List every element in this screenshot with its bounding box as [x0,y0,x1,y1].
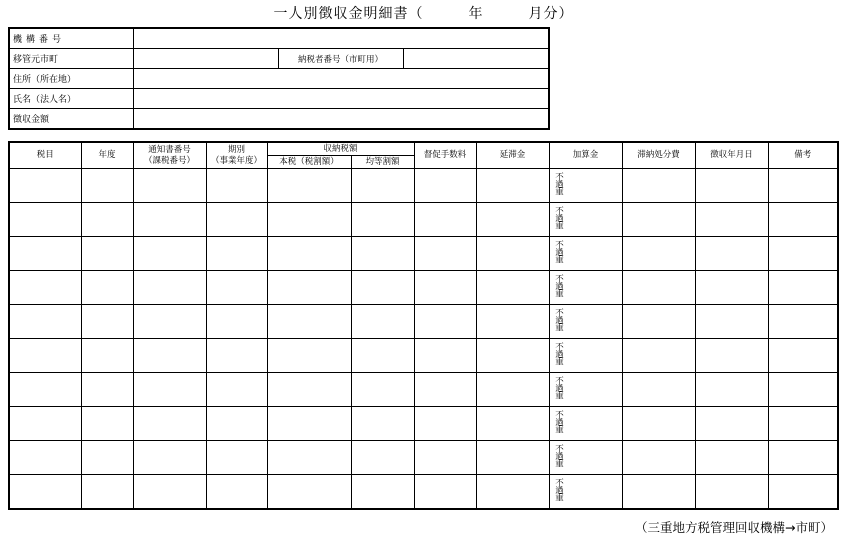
not-overweight-marker: 不過重 [553,308,564,331]
additional-tax-cell[interactable] [549,339,622,373]
table-cell[interactable] [133,305,206,339]
taxpayer-info-table [8,27,550,130]
table-cell[interactable] [476,305,549,339]
table-cell[interactable] [476,271,549,305]
table-cell[interactable] [81,407,133,441]
table-cell[interactable] [768,373,838,407]
table-cell[interactable] [768,169,838,203]
table-cell[interactable] [206,339,267,373]
table-cell[interactable] [476,203,549,237]
table-cell[interactable] [81,339,133,373]
additional-tax-cell[interactable] [549,203,622,237]
not-overweight-marker: 不過重 [553,206,564,229]
info-row-name [9,89,549,109]
address-value[interactable] [133,69,549,89]
table-cell[interactable] [695,271,768,305]
table-cell[interactable] [206,237,267,271]
table-cell[interactable] [351,373,414,407]
table-row [9,373,838,407]
table-cell[interactable] [267,237,351,271]
table-cell[interactable] [351,407,414,441]
table-cell[interactable] [351,339,414,373]
header-period [206,142,267,169]
table-cell[interactable] [768,203,838,237]
additional-tax-cell[interactable] [549,475,622,510]
additional-tax-cell[interactable] [549,407,622,441]
table-cell[interactable] [622,373,695,407]
additional-tax-cell[interactable] [549,373,622,407]
table-cell[interactable] [206,305,267,339]
header-tax-item: 税目 [9,142,81,169]
table-cell[interactable] [695,305,768,339]
table-cell[interactable] [9,441,81,475]
table-cell[interactable] [267,305,351,339]
table-cell[interactable] [133,373,206,407]
table-row [9,475,838,510]
taxpayer-number-label: 納税者番号（市町用） [278,49,403,69]
table-cell[interactable] [267,169,351,203]
not-overweight-marker: 不過重 [553,274,564,297]
table-cell[interactable] [206,373,267,407]
table-cell[interactable] [133,169,206,203]
table-cell[interactable] [81,237,133,271]
table-cell[interactable] [351,441,414,475]
table-cell[interactable] [9,203,81,237]
header-dunning-fee: 督促手数料 [414,142,476,169]
table-cell[interactable] [622,203,695,237]
info-row-agency-number [9,28,549,49]
table-cell[interactable] [351,305,414,339]
table-cell[interactable] [695,407,768,441]
collection-amount-value[interactable] [133,109,549,130]
table-cell[interactable] [81,441,133,475]
table-cell[interactable] [622,339,695,373]
info-row-address [9,69,549,89]
table-cell[interactable] [351,237,414,271]
table-cell[interactable] [695,169,768,203]
table-cell[interactable] [768,237,838,271]
table-cell[interactable] [9,271,81,305]
header-notice-number-line1: 通知書番号 [148,144,191,155]
detail-table [8,141,839,510]
not-overweight-marker: 不過重 [553,410,564,433]
table-cell[interactable] [81,169,133,203]
table-cell[interactable] [9,339,81,373]
additional-tax-cell[interactable] [549,441,622,475]
additional-tax-cell[interactable] [549,271,622,305]
table-row [9,169,838,203]
table-cell[interactable] [81,271,133,305]
table-cell[interactable] [768,407,838,441]
not-overweight-marker: 不過重 [553,376,564,399]
table-row [9,237,838,271]
header-notice-number [133,142,206,169]
table-cell[interactable] [267,373,351,407]
table-cell[interactable] [695,475,768,510]
table-cell[interactable] [414,237,476,271]
table-cell[interactable] [206,475,267,510]
agency-number-value[interactable] [133,28,549,49]
table-cell[interactable] [267,441,351,475]
detail-body [9,169,838,510]
table-cell[interactable] [622,237,695,271]
header-additional-tax: 加算金 [549,142,622,169]
table-cell[interactable] [351,169,414,203]
table-cell[interactable] [622,407,695,441]
info-row-amount [9,109,549,130]
table-row [9,203,838,237]
table-cell[interactable] [267,475,351,510]
table-cell[interactable] [768,339,838,373]
table-cell[interactable] [81,305,133,339]
header-year: 年度 [81,142,133,169]
table-cell[interactable] [622,305,695,339]
table-row [9,271,838,305]
header-per-capita: 均等割額 [351,156,414,169]
table-cell[interactable] [414,407,476,441]
table-cell[interactable] [476,441,549,475]
table-cell[interactable] [414,475,476,510]
table-row [9,441,838,475]
table-cell[interactable] [768,305,838,339]
table-cell[interactable] [414,169,476,203]
table-cell[interactable] [206,407,267,441]
table-cell[interactable] [267,271,351,305]
not-overweight-marker: 不過重 [553,342,564,365]
table-cell[interactable] [267,339,351,373]
header-period-line1: 期別 [227,144,245,155]
table-cell[interactable] [622,475,695,510]
header-remarks: 備考 [768,142,838,169]
agency-number-label: 機構番号 [9,28,133,49]
table-cell[interactable] [768,441,838,475]
header-notice-number-line2: （課税番号） [143,155,195,166]
header-principal-tax: 本税（税割額） [267,156,351,169]
table-row [9,305,838,339]
routing-note: （三重地方税管理回収機構→市町） [635,520,833,535]
additional-tax-cell[interactable] [549,237,622,271]
table-cell[interactable] [414,271,476,305]
table-cell[interactable] [206,271,267,305]
document-title: 一人別徴収金明細書（ 年 月分） [273,6,574,22]
table-cell[interactable] [9,373,81,407]
table-cell[interactable] [695,339,768,373]
table-cell[interactable] [9,169,81,203]
table-cell[interactable] [133,441,206,475]
table-cell[interactable] [476,237,549,271]
table-cell[interactable] [9,237,81,271]
table-cell[interactable] [9,407,81,441]
table-cell[interactable] [81,475,133,510]
table-cell[interactable] [476,475,549,510]
table-cell[interactable] [9,475,81,510]
table-cell[interactable] [267,203,351,237]
table-cell[interactable] [695,373,768,407]
table-row [9,339,838,373]
table-cell[interactable] [768,475,838,510]
name-value[interactable] [133,89,549,109]
table-cell[interactable] [351,475,414,510]
table-cell[interactable] [476,373,549,407]
header-collection-date: 徴収年月日 [695,142,768,169]
table-cell[interactable] [622,271,695,305]
table-cell[interactable] [133,407,206,441]
table-cell[interactable] [414,441,476,475]
header-period-line2: （事業年度） [210,155,262,166]
table-cell[interactable] [414,305,476,339]
not-overweight-marker: 不過重 [553,478,564,501]
table-cell[interactable] [622,169,695,203]
table-cell[interactable] [9,305,81,339]
table-cell[interactable] [81,203,133,237]
table-cell[interactable] [695,203,768,237]
table-cell[interactable] [414,339,476,373]
table-cell[interactable] [206,441,267,475]
table-cell[interactable] [81,373,133,407]
table-cell[interactable] [133,203,206,237]
additional-tax-cell[interactable] [549,169,622,203]
header-collected-tax: 収納税額 [267,142,414,156]
info-row-transfer-city [9,49,549,69]
table-cell[interactable] [476,407,549,441]
table-cell[interactable] [768,271,838,305]
table-cell[interactable] [133,339,206,373]
additional-tax-cell[interactable] [549,305,622,339]
table-cell[interactable] [414,373,476,407]
transfer-city-label: 移管元市町 [9,49,133,69]
table-cell[interactable] [476,169,549,203]
name-label: 氏名（法人名） [9,89,133,109]
table-row [9,407,838,441]
header-row [9,142,838,156]
transfer-city-value[interactable] [133,49,278,69]
table-cell[interactable] [695,441,768,475]
table-cell[interactable] [133,237,206,271]
header-disposition-fee: 滞納処分費 [622,142,695,169]
table-cell[interactable] [351,271,414,305]
not-overweight-marker: 不過重 [553,240,564,263]
table-cell[interactable] [414,203,476,237]
table-cell[interactable] [206,169,267,203]
not-overweight-marker: 不過重 [553,444,564,467]
collection-amount-label: 徴収金額 [9,109,133,130]
table-cell[interactable] [695,237,768,271]
table-cell[interactable] [622,441,695,475]
header-delinquency-charge: 延滞金 [476,142,549,169]
table-cell[interactable] [133,475,206,510]
table-cell[interactable] [476,339,549,373]
taxpayer-number-value[interactable] [403,49,549,69]
table-cell[interactable] [351,203,414,237]
table-cell[interactable] [133,271,206,305]
address-label: 住所（所在地） [9,69,133,89]
not-overweight-marker: 不過重 [553,172,564,195]
table-cell[interactable] [267,407,351,441]
table-cell[interactable] [206,203,267,237]
